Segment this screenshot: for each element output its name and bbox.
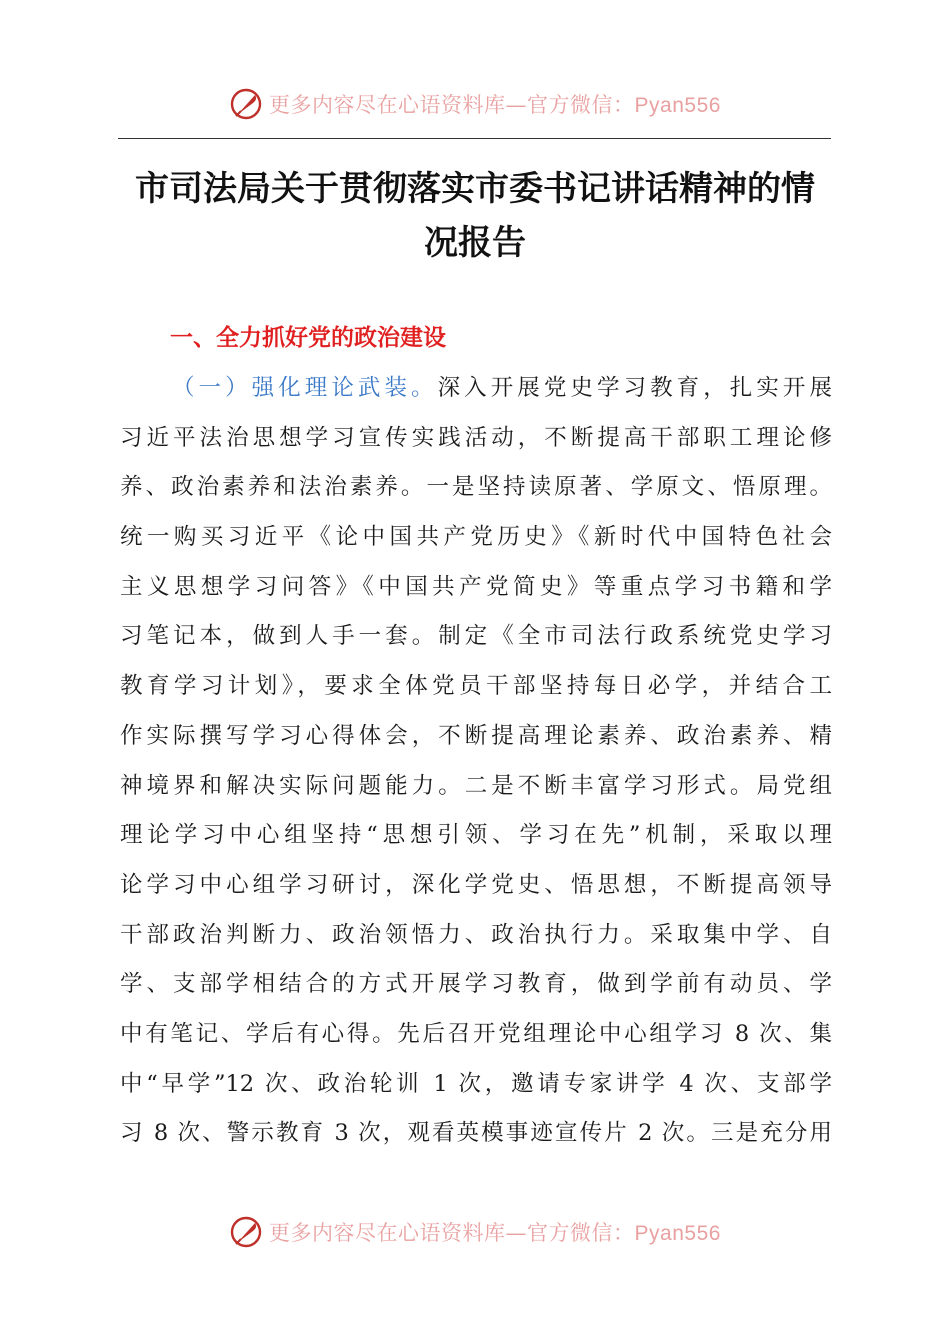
title-line-1: 市司法局关于贯彻落实市委书记讲话精神的情 [135, 169, 815, 209]
body-line: 理论学习中心组坚持“思想引领、学习在先”机制，采取以理 [120, 822, 832, 849]
body-line: 教育学习计划》，要求全体党员干部坚持每日必学，并结合工 [120, 673, 832, 700]
body-line: 神境界和解决实际问题能力。二是不断丰富学习形式。局党组 [120, 772, 832, 799]
body-line: 学、支部学相结合的方式开展学习教育，做到学前有动员、学 [120, 971, 832, 998]
header-banner [0, 84, 950, 124]
body-line: 论学习中心组学习研讨，深化学党史、悟思想，不断提高领导 [120, 871, 832, 898]
banner-text [269, 89, 721, 119]
subsection-heading: （一）强化理论武装。 [172, 375, 438, 401]
section-heading: 一、全力抓好党的政治建设 [170, 325, 446, 351]
body-line: 习 8 次、警示教育 3 次，观看英模事迹宣传片 2 次。三是充分用 [120, 1120, 832, 1147]
body-line: 统一购买习近平《论中国共产党历史》《新时代中国特色社会 [120, 524, 832, 551]
body-line [120, 364, 832, 414]
body-line: 中有笔记、学后有心得。先后召开党组理论中心组学习 8 次、集 [120, 1020, 832, 1047]
body-line: 主义思想学习问答》《中国共产党简史》等重点学习书籍和学 [120, 573, 832, 600]
body-line: 作实际撰写学习心得体会，不断提高理论素养、政治素养、精 [120, 722, 832, 749]
header-divider [118, 138, 831, 139]
body-line: 习笔记本，做到人手一套。制定《全市司法行政系统党史学习 [120, 623, 832, 650]
banner-slogan: 更多内容尽在心语资料库—官方微信： [269, 1221, 635, 1245]
document-body [120, 364, 832, 1159]
banner-text [269, 1217, 721, 1247]
quill-logo-icon [229, 87, 263, 121]
banner-wechat-id: Pyan556 [634, 1222, 721, 1245]
footer-banner [0, 1212, 950, 1252]
body-line: 习近平法治思想学习宣传实践活动，不断提高干部职工理论修 [120, 424, 832, 451]
body-line-text: 深入开展党史学习教育，扎实开展 [437, 375, 832, 401]
title-line-2: 况报告 [424, 223, 526, 263]
body-line: 养、政治素养和法治素养。一是坚持读原著、学原文、悟原理。 [120, 474, 832, 501]
document-title [100, 162, 850, 270]
body-line: 中“早学”12 次、政治轮训 1 次，邀请专家讲学 4 次、支部学 [120, 1070, 832, 1097]
banner-slogan: 更多内容尽在心语资料库—官方微信： [269, 93, 635, 117]
quill-logo-icon [229, 1215, 263, 1249]
body-line: 干部政治判断力、政治领悟力、政治执行力。采取集中学、自 [120, 921, 832, 948]
banner-wechat-id: Pyan556 [634, 94, 721, 117]
